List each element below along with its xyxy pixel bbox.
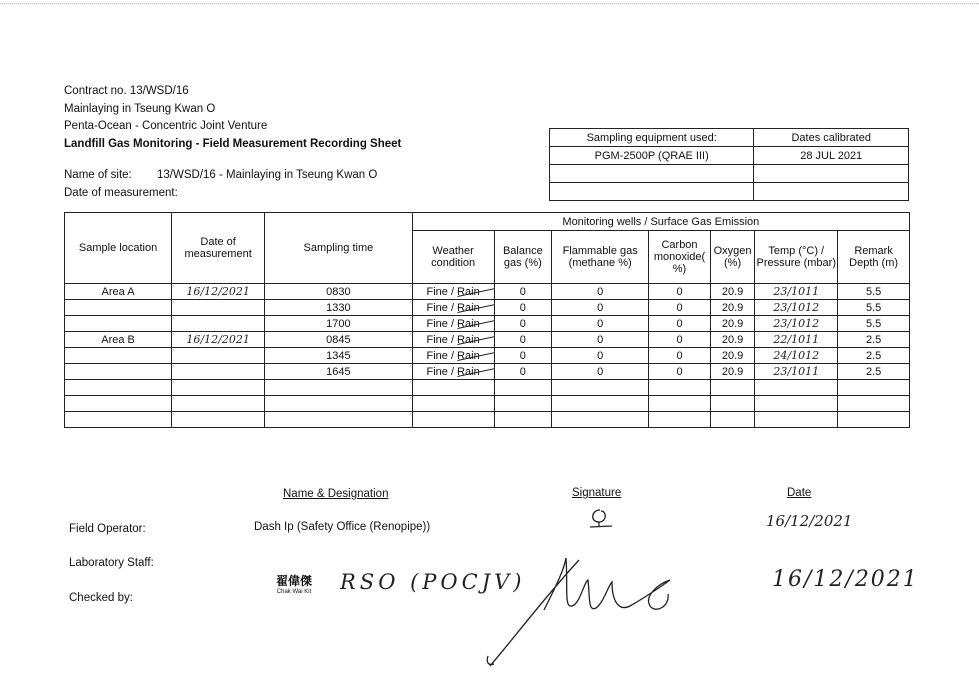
cell-temp-pressure: 23/1012 [755,300,838,316]
table-row [65,396,910,412]
cell-co: 0 [649,364,711,380]
col-header-co: Carbon monoxide( %) [649,231,711,284]
cell-temp-pressure [755,396,838,412]
site-name-value: 13/WSD/16 - Mainlaying in Tseung Kwan O [157,169,378,181]
calibrated-cell: 28 JUL 2021 [754,147,909,165]
cell-location [65,396,172,412]
cell-temp-pressure: 22/1011 [755,332,838,348]
cell-remark: 5.5 [838,284,910,300]
checked-chinese-name: 翟偉傑 [276,574,313,588]
cell-weather [412,396,494,412]
table-row [65,380,910,396]
cell-remark: 2.5 [838,364,910,380]
equipment-row [550,183,909,201]
checked-by-date: 16/12/2021 [772,567,919,592]
col-header-balance: Balance gas (%) [494,231,552,284]
cell-oxygen [710,412,754,428]
checked-english-name: Chak Wai Kit [276,589,312,595]
cell-location [65,300,172,316]
cell-date [172,396,265,412]
cell-weather: Fine / Rain [412,348,494,364]
cell-balance: 0 [494,300,552,316]
cell-date [172,412,265,428]
cell-date [172,364,265,380]
field-operator-label: Field Operator: [69,523,146,535]
equipment-cell [550,165,754,183]
cell-location [65,364,172,380]
cell-date [172,348,265,364]
cell-balance [494,380,552,396]
date-header: Date [787,487,812,499]
cell-oxygen: 20.9 [710,348,754,364]
contractor-name: Penta-Ocean - Concentric Joint Venture [64,120,268,132]
cell-weather [412,412,494,428]
checked-by-chop [276,572,312,595]
col-header-oxygen: Oxygen (%) [710,231,754,284]
name-designation-header: Name & Designation [283,488,389,500]
cell-oxygen: 20.9 [710,332,754,348]
table-row [65,364,910,380]
cell-time: 1345 [265,348,413,364]
cell-oxygen: 20.9 [710,284,754,300]
site-info [64,166,377,202]
col-header-date: Date of measurement [172,213,265,284]
cell-remark: 5.5 [838,316,910,332]
equipment-row [550,147,909,165]
cell-weather: Fine / Rain [412,316,494,332]
cell-temp-pressure [755,412,838,428]
cell-remark [838,380,910,396]
cell-weather: Fine / Rain [412,300,494,316]
cell-co: 0 [649,284,711,300]
equipment-row [550,165,909,183]
cell-date: 16/12/2021 [172,332,265,348]
table-row [65,316,910,332]
cell-flammable: 0 [552,332,649,348]
calibrated-col-header: Dates calibrated [754,129,909,147]
cell-weather: Fine / Rain [412,284,494,300]
cell-oxygen [710,396,754,412]
cell-weather [412,380,494,396]
cell-oxygen [710,380,754,396]
cell-date [172,300,265,316]
cell-balance: 0 [494,364,552,380]
cell-time: 0830 [265,284,413,300]
col-header-remark: Remark Depth (m) [838,231,910,284]
col-header-weather: Weather condition [412,231,494,284]
equipment-col-header: Sampling equipment used: [550,129,754,147]
monitoring-table [64,212,910,428]
field-operator-date: 16/12/2021 [766,512,853,530]
cell-co [649,380,711,396]
site-name-label: Name of site: [64,169,132,181]
equipment-table [549,128,909,201]
cell-location: Area B [65,332,172,348]
table-row [65,412,910,428]
cell-location [65,412,172,428]
cell-balance: 0 [494,316,552,332]
cell-balance [494,396,552,412]
cell-flammable [552,412,649,428]
cell-location [65,380,172,396]
table-row [65,284,910,300]
cell-location [65,316,172,332]
cell-flammable: 0 [552,300,649,316]
cell-balance [494,412,552,428]
cell-co [649,396,711,412]
cell-flammable: 0 [552,284,649,300]
col-header-location: Sample location [65,213,172,284]
contract-no: Contract no. 13/WSD/16 [64,85,189,97]
cell-oxygen: 20.9 [710,316,754,332]
cell-temp-pressure: 24/1012 [755,348,838,364]
cell-temp-pressure: 23/1011 [755,284,838,300]
cell-location [65,348,172,364]
cell-date: 16/12/2021 [172,284,265,300]
cell-flammable [552,380,649,396]
group-header-row [65,213,910,231]
cell-co: 0 [649,332,711,348]
signature-header: Signature [572,487,622,499]
equipment-cell: PGM-2500P (QRAE III) [550,147,754,165]
scan-top-edge [0,3,979,4]
cell-weather: Fine / Rain [412,364,494,380]
cell-co: 0 [649,316,711,332]
cell-balance: 0 [494,348,552,364]
checked-by-role: RSO (POCJV) [340,570,526,594]
cell-time: 1330 [265,300,413,316]
cell-temp-pressure [755,380,838,396]
calibrated-cell [754,183,909,201]
col-header-time: Sampling time [265,213,413,284]
table-row [65,332,910,348]
project-name: Mainlaying in Tseung Kwan O [64,102,216,115]
table-row [65,348,910,364]
cell-time [265,396,413,412]
cell-balance: 0 [494,332,552,348]
cell-oxygen: 20.9 [710,364,754,380]
cell-flammable [552,396,649,412]
equipment-header-row [550,129,909,147]
cell-time [265,412,413,428]
measurement-date-label: Date of measurement: [64,187,178,199]
field-operator-signature [586,505,616,531]
cell-time: 0845 [265,332,413,348]
group-header: Monitoring wells / Surface Gas Emission [412,213,909,231]
cell-co: 0 [649,300,711,316]
cell-remark: 2.5 [838,348,910,364]
cell-temp-pressure: 23/1011 [755,364,838,380]
sheet-title: Landfill Gas Monitoring - Field Measurement Recording Sheet [64,137,402,150]
cell-oxygen: 20.9 [710,300,754,316]
calibrated-cell [754,165,909,183]
cell-location: Area A [65,284,172,300]
equipment-cell [550,183,754,201]
col-header-flammable: Flammable gas (methane %) [552,231,649,284]
cell-weather: Fine / Rain [412,332,494,348]
cell-time: 1645 [265,364,413,380]
checked-by-signature [484,538,684,673]
cell-remark [838,412,910,428]
cell-date [172,316,265,332]
cell-time: 1700 [265,316,413,332]
document-header [64,83,401,153]
cell-date [172,380,265,396]
cell-temp-pressure: 23/1012 [755,316,838,332]
cell-remark: 2.5 [838,332,910,348]
cell-time [265,380,413,396]
cell-co: 0 [649,348,711,364]
cell-co [649,412,711,428]
cell-remark: 5.5 [838,300,910,316]
cell-remark [838,396,910,412]
col-header-temp-pressure: Temp (°C) / Pressure (mbar) [755,231,838,284]
cell-flammable: 0 [552,316,649,332]
cell-flammable: 0 [552,364,649,380]
table-row [65,300,910,316]
field-operator-name: Dash Ip (Safety Office (Renopipe)) [254,521,431,533]
cell-flammable: 0 [552,348,649,364]
cell-balance: 0 [494,284,552,300]
checked-by-label: Checked by: [69,592,133,604]
lab-staff-label: Laboratory Staff: [69,557,154,569]
